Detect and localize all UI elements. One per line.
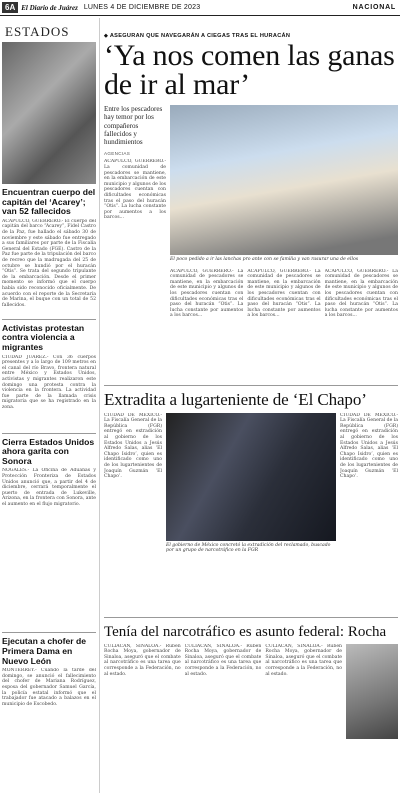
- lead-headline: ‘Ya nos comen las ganas de ir al mar’: [104, 39, 395, 101]
- story2-body: CIUDAD DE MÉXICO.- La Fiscalía General de la República (FGR) entregó en extradición al gobierno de los Estados Unidos a Jesús Alfredo Salas, alias ‘El Chapo Isidro’, quien es identificado como uno de los lugartenientes de Joaquín Guzmán ‘El Chapo’.: [104, 412, 162, 480]
- story2-body-col-2: CIUDAD DE MÉXICO.- La Fiscalía General de la República (FGR) entregó en extradición al gobierno de los Estados Unidos a Jesús Alfredo Salas, alias ‘El Chapo Isidro’, quien es identificado como uno de los lugartenientes de Joaquín Guzmán ‘El Chapo’.: [340, 412, 398, 480]
- left-story-1-body: ACAPULCO, GUERRERO.- El cuerpo del capitán del barco “Acarey”, Fidel Castro de la Paz, fue hallado el sábado 30 de noviembre y este sábado fue entregado a sus familiares por parte de la Fiscalía General del Estado (FGE). Castro de la Paz fue parte de la tripulación del barco de recreo que la madrugada del 25 de octubre se hundió por el huracán “Otis”. Se trata del segundo tripulante de la embarcación. Desde el primer momento se informó que el cuerpo había sido reconocido oficialmente. De acuerdo con el reporte de la Secretaría de Marina, el buque con un total de 52 fallecidos.: [2, 218, 96, 308]
- divider: [2, 632, 96, 633]
- left-column: [2, 18, 100, 793]
- story3-body-col-3: CULIACÁN, SINALOA.- Rubén Rocha Moya, gobernador de Sinaloa, aseguró que el combate al narcotráfico es una tarea que corresponde a la Federación, no al estado.: [265, 643, 343, 677]
- left-story-4-headline: Ejecutan a chofer de Primera Dama en Nuevo León: [2, 636, 87, 666]
- lead-photo: [170, 105, 398, 255]
- story2-photo-caption: El gobierno de México concretó la extradición del reclamado, buscado por un grupo de narcotráfico en la FGR: [166, 542, 331, 554]
- divider: [2, 319, 96, 320]
- lead-kicker: ◆ ASEGURAN QUE NAVEGARÁN A CIEGAS TRAS EL HURACÁN: [104, 33, 398, 39]
- issue-date: LUNES 4 DE DICIEMBRE DE 2023: [83, 4, 201, 11]
- lead-body-col-1: ACAPULCO, GUERRERO.- La comunidad de pescadores se mantiene, en la embarcación de este municipio y algunos de los pescadores cuentan con dificultades económicas tras el paso del huracán “Otis”. La lucha constante por aumentos a los barcos...: [170, 268, 244, 319]
- left-story-1-headline: Encuentran cuerpo del capitán del ‘Acarey’; van 52 fallecidos: [2, 187, 96, 217]
- lead-body-col-2: ACAPULCO, GUERRERO.- La comunidad de pescadores se mantiene, en la embarcación de este municipio y algunos de los pescadores cuentan con dificultades económicas tras el paso del huracán “Otis”. La lucha constante por aumentos a los barcos...: [247, 268, 321, 319]
- left-story-2-headline: Activistas protestan contra violencia a migrantes: [2, 322, 85, 352]
- divider: [2, 433, 96, 434]
- story3-photo: [346, 644, 398, 739]
- page-number: 6A: [2, 2, 18, 13]
- divider: [104, 617, 398, 618]
- story3-headline: Tenía del narcotráfico es asunto federal: Rocha: [104, 623, 387, 640]
- left-story-3-headline: Cierra Estados Unidos ahora garita con Sonora: [2, 436, 95, 466]
- story3-body: CULIACÁN, SINALOA.- Rubén Rocha Moya, gobernador de Sinaloa, aseguró que el combate al narcotráfico es una tarea que corresponde a la Federación, no al estado.: [104, 643, 181, 677]
- lead-deck: Entre los pescadores hay temor por los compañeros fallecidos y hundimientos: [104, 105, 163, 147]
- lead-body: ACAPULCO, GUERRERO.- La comunidad de pescadores se mantiene, en la embarcación de este municipio y algunos de los pescadores cuentan con dificultades económicas tras el paso del huracán “Otis”. La lucha constante por aumentos a los barcos...: [104, 159, 166, 221]
- story3-body-col-2: CULIACÁN, SINALOA.- Rubén Rocha Moya, gobernador de Sinaloa, aseguró que el combate al narcotráfico es una tarea que corresponde a la Federación, no al estado.: [184, 643, 262, 677]
- lead-body-col-3: ACAPULCO, GUERRERO.- La comunidad de pescadores se mantiene, en la embarcación de este municipio y algunos de los pescadores cuentan con dificultades económicas tras el paso del huracán “Otis”. La lucha constante por aumentos a los barcos...: [324, 268, 398, 319]
- lead-photo-caption: El poco pedido a ir las lanchas pro ante con se familia y van rasurar una de ellos: [170, 257, 359, 262]
- divider: [104, 385, 398, 386]
- main-column: [104, 18, 398, 739]
- story2-photo: [166, 413, 336, 541]
- story-photo: [2, 42, 96, 184]
- left-story-3-body: NOGALES.- La Oficina de Aduanas y Protección Fronteriza de Estados Unidos anunció que, a partir del 4 de diciembre, cerrará temporalmente el puerto de entrada de Lukeville, Arizona, en la frontera con Sonora, ante el aumento en el flujo migratorio.: [2, 468, 96, 507]
- left-story-2-body: CIUDAD JUÁREZ.- Con 36 cuerpos presentes y a lo largo de 109 metros en el canal del río Bravo, frontera natural entre México y Estados Unidos, activistas y migrantes realizaron este domingo una protesta contra la violencia en la frontera. La actividad fue parte de la llamada crisis migratoria que se ha registrado en la zona.: [2, 354, 96, 410]
- left-story-4-body: MONTERREY.- Cuando la tarde del domingo, se anunció el fallecimiento del chofer de Mariana Rodríguez, esposa del gobernador Samuel García, la policía estatal informó que el trabajador fue atacado a balazos en el municipio de Escobedo.: [2, 668, 96, 707]
- story2-headline: Extradita a lugarteniente de ‘El Chapo’: [104, 389, 367, 409]
- lead-byline: AGENCIAS: [104, 151, 131, 157]
- section-title: ESTADOS: [5, 24, 70, 39]
- section-label: NACIONAL: [352, 4, 396, 11]
- page-header: [0, 0, 400, 16]
- newspaper-name: El Diario de Juárez: [21, 3, 78, 12]
